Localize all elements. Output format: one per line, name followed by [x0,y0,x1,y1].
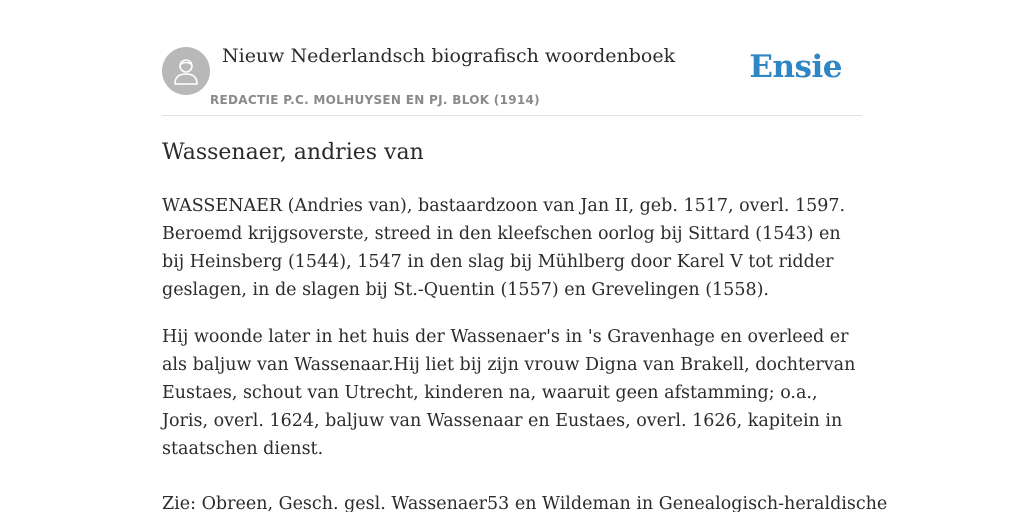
header [162,0,862,116]
article-paragraph-3: Zie: Obreen, Gesch. gesl. Wassenaer53 en Wildeman in Genealogisch-heraldische [162,494,888,512]
person-outline-icon [172,56,200,86]
ensie-logo[interactable]: Ensie [749,49,842,85]
article-paragraph-2: Hij woonde later in het huis der Wassenaer's in 's Gravenhage en overleed er als baljuw van Wassenaar.Hij liet bij zijn vrouw Digna van Brakell, dochtervan Eustaes, schout van Utrecht, kinderen na, waaruit geen afstamming; o.a., Joris, overl. 1624, baljuw van Wassenaar en Eustaes, overl. 1626, kapitein in staatschen dienst. [162,327,856,459]
book-title[interactable]: Nieuw Nederlandsch biografisch woordenboek [222,45,676,67]
main-container [162,0,888,512]
article-paragraph-1: WASSENAER (Andries van), bastaardzoon van Jan II, geb. 1517, overl. 1597. Beroemd krijgsoverste, streed in den kleefschen oorlog bij Sittard (1543) en bij Heinsberg (1544), 1547 in den slag bij Mühlberg door Karel V tot ridder geslagen, in de slagen bij St.-Quentin (1557) en Grevelingen (1558). [162,196,846,300]
book-editors: REDACTIE P.C. MOLHUYSEN EN PJ. BLOK (1914) [210,93,540,107]
article-title: Wassenaer, andries van [162,140,424,165]
user-avatar-icon[interactable] [162,47,210,95]
